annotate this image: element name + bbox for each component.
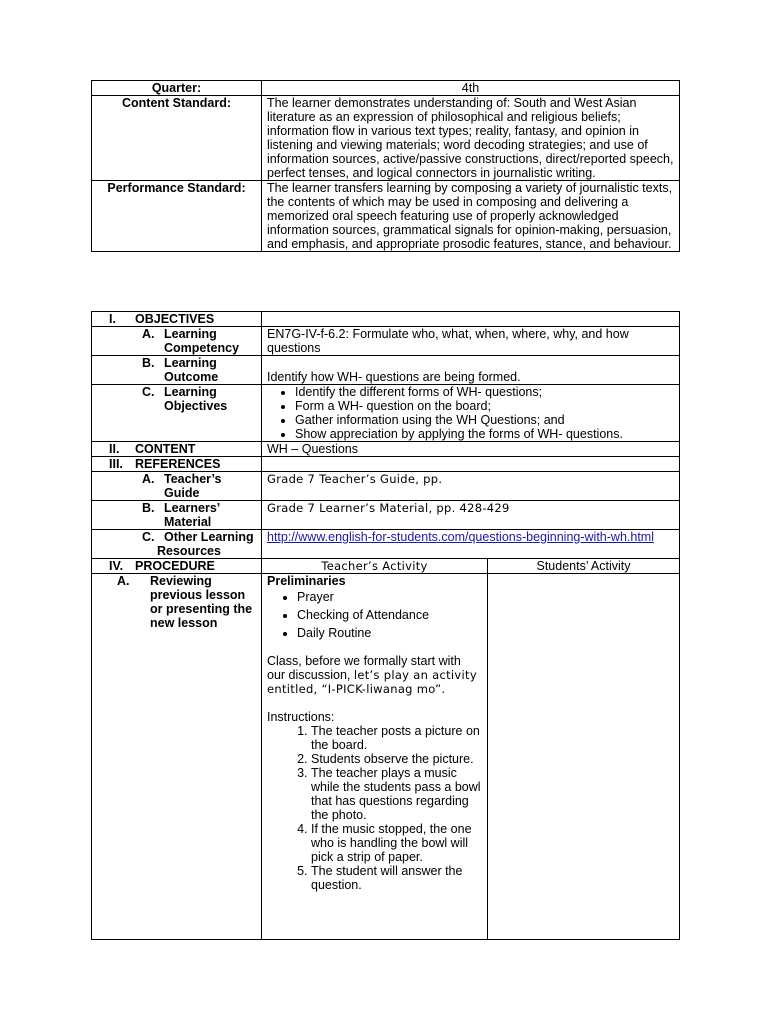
competency-row <box>92 327 680 356</box>
procedure-label: PROCEDURE <box>135 559 215 573</box>
procedure-heading <box>92 559 262 574</box>
review-label: Reviewing previous lesson or presenting the new lesson <box>150 574 253 630</box>
teachers-guide-heading <box>92 472 262 501</box>
content-standard-label: Content Standard: <box>92 96 262 181</box>
learning-objectives-row <box>92 385 680 442</box>
students-activity-cell <box>488 574 680 940</box>
content-standard-value: The learner demonstrates understanding of: South and West Asian literature as an expression of philosophical and religious beliefs; information flow in various text types; reality, fantasy, and opinion in listening and viewing materials; word decoding strategies; and use of information sources, active/passive constructions, direct/reported speech, perfect tenses, and logical connectors in journalistic writing. <box>262 96 680 181</box>
teachers-activity-header: Teacher’s Activity <box>262 559 488 574</box>
tg-letter: A. <box>142 472 155 486</box>
references-label: REFERENCES <box>135 457 221 471</box>
list-item: • Checking of Attendance <box>297 608 482 622</box>
lm-label-2: Material <box>164 515 212 529</box>
procedure-num: IV. <box>109 559 124 573</box>
objectives-empty <box>262 312 680 327</box>
outcome-row <box>92 356 680 385</box>
quarter-label: Quarter: <box>92 81 262 96</box>
other-resources-row <box>92 530 680 559</box>
learning-objectives-list <box>267 385 674 441</box>
tg-label-2: Guide <box>164 486 200 500</box>
activity-intro-1: Class, before we formally start with our discussion, <box>267 654 461 682</box>
learning-objectives-heading <box>92 385 262 442</box>
competency-letter: A. <box>142 327 155 341</box>
performance-standard-row <box>92 181 680 252</box>
review-heading <box>92 574 262 940</box>
preliminaries-list <box>267 590 482 640</box>
activity-intro-2: let’s play an activity entitled, “I-PICK-liwanag mo”. <box>267 668 477 696</box>
objectives-num: I. <box>109 312 116 326</box>
standards-table <box>91 80 680 252</box>
learning-objectives-list-cell <box>262 385 680 442</box>
list-item: • Prayer <box>297 590 482 604</box>
quarter-value: 4th <box>262 81 680 96</box>
content-heading <box>92 442 262 457</box>
performance-standard-label: Performance Standard: <box>92 181 262 252</box>
list-item: • Form a WH- question on the board; <box>295 399 674 413</box>
olr-letter: C. <box>142 530 155 544</box>
quarter-row <box>92 81 680 96</box>
references-row <box>92 457 680 472</box>
list-item: 4. If the music stopped, the one who is handling the bowl will pick a strip of paper. <box>311 822 482 864</box>
lesson-plan-table <box>91 311 680 940</box>
content-label: CONTENT <box>135 442 196 456</box>
review-letter: A. <box>117 574 130 588</box>
olr-label-2: Resources <box>157 544 221 558</box>
other-resources-value <box>262 530 680 559</box>
tg-label-1: Teacher’s <box>164 472 222 486</box>
list-item: 3. The teacher plays a music while the students pass a bowl that has questions regarding the photo. <box>311 766 482 822</box>
lobj-label-1: Learning <box>164 385 217 399</box>
competency-label-1: Learning <box>164 327 217 341</box>
references-heading <box>92 457 262 472</box>
learners-material-value: Grade 7 Learner’s Material, pp. 428-429 <box>262 501 680 530</box>
list-item: 1. The teacher posts a picture on the board. <box>311 724 482 752</box>
olr-label-1: Other Learning <box>164 530 254 544</box>
preliminaries-title: Preliminaries <box>267 574 346 588</box>
instructions-list <box>267 724 482 892</box>
review-row <box>92 574 680 940</box>
content-num: II. <box>109 442 120 456</box>
performance-standard-value: The learner transfers learning by composing a variety of journalistic texts, the contents of which may be used in composing and delivering a memorized oral speech featuring use of properly acknowledged information sources, grammatical signals for opinion-making, persuasion, and emphasis, and appropriate prosodic features, stance, and behaviour. <box>262 181 680 252</box>
outcome-letter: B. <box>142 356 155 370</box>
outcome-heading <box>92 356 262 385</box>
lm-label-1: Learners’ <box>164 501 221 515</box>
other-resources-heading <box>92 530 262 559</box>
lobj-letter: C. <box>142 385 155 399</box>
list-item: • Show appreciation by applying the forms of WH- questions. <box>295 427 674 441</box>
objectives-label: OBJECTIVES <box>135 312 215 326</box>
teachers-guide-row <box>92 472 680 501</box>
list-item: 2. Students observe the picture. <box>311 752 482 766</box>
content-standard-row <box>92 96 680 181</box>
outcome-value: Identify how WH- questions are being formed. <box>262 356 680 385</box>
list-item: • Gather information using the WH Questions; and <box>295 413 674 427</box>
competency-heading <box>92 327 262 356</box>
objectives-row <box>92 312 680 327</box>
learners-material-row <box>92 501 680 530</box>
references-empty <box>262 457 680 472</box>
lm-letter: B. <box>142 501 155 515</box>
lobj-label-2: Objectives <box>164 399 228 413</box>
teacher-activity-cell <box>262 574 488 940</box>
activity-intro <box>267 654 482 696</box>
students-activity-header: Students’ Activity <box>488 559 680 574</box>
references-num: III. <box>109 457 123 471</box>
outcome-label-1: Learning <box>164 356 217 370</box>
competency-label-2: Competency <box>164 341 240 355</box>
content-value: WH – Questions <box>262 442 680 457</box>
resource-link[interactable]: http://www.english-for-students.com/questions-beginning-with-wh.html <box>267 530 654 544</box>
instructions-label: Instructions: <box>267 710 335 724</box>
competency-value: EN7G-IV-f-6.2: Formulate who, what, when, where, why, and how questions <box>262 327 680 356</box>
teachers-guide-value: Grade 7 Teacher’s Guide, pp. <box>262 472 680 501</box>
learners-material-heading <box>92 501 262 530</box>
outcome-label-2: Outcome <box>164 370 219 384</box>
procedure-row <box>92 559 680 574</box>
content-row <box>92 442 680 457</box>
list-item: • Identify the different forms of WH- questions; <box>295 385 674 399</box>
objectives-heading <box>92 312 262 327</box>
list-item: • Daily Routine <box>297 626 482 640</box>
list-item: 5. The student will answer the question. <box>311 864 482 892</box>
